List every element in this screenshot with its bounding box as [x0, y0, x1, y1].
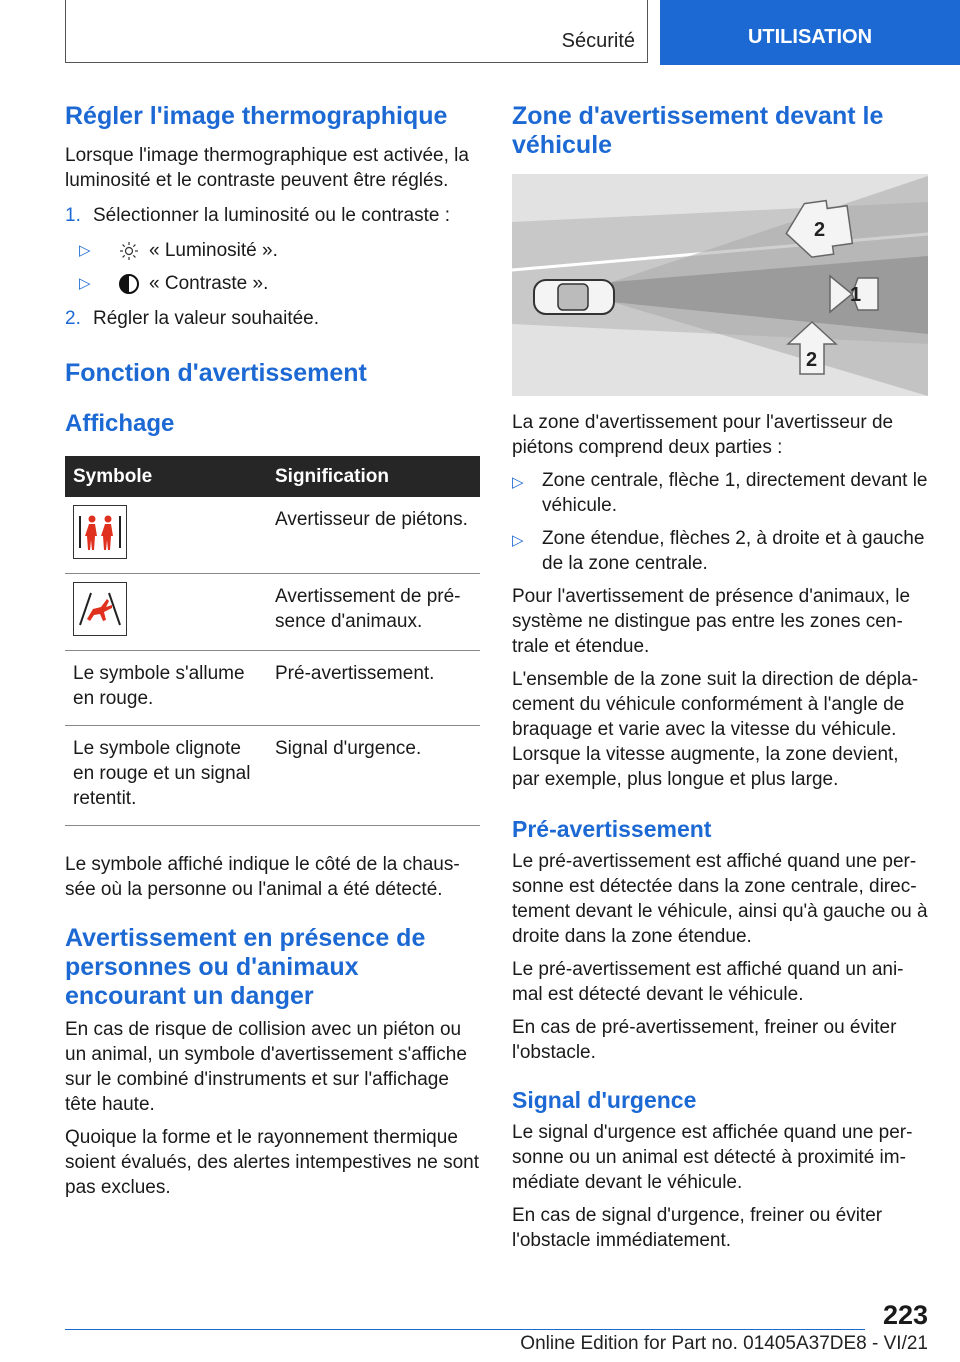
animal-warning-icon	[73, 582, 127, 636]
paragraph: Lorsque l'image thermographique est activée, la luminosité et le contraste peuvent être réglés.	[65, 145, 469, 191]
table-row	[65, 726, 480, 826]
table-row	[65, 574, 480, 651]
left-column	[65, 100, 480, 1208]
table-cell-meaning: Avertisseur de piétons.	[267, 497, 480, 574]
paragraph: En cas de risque de collision avec un piéton ou un animal, un symbole d'avertissement s'affiche sur le combiné d'instruments et sur l'affichage tête haute.	[65, 1019, 467, 1115]
table-cell-meaning: Pré-avertissement.	[267, 651, 480, 726]
diagram-label: 2	[814, 219, 826, 241]
brightness-icon	[115, 241, 143, 261]
paragraph: En cas de signal d'urgence, freiner ou éviter l'obstacle immédiatement.	[512, 1205, 883, 1251]
table-row	[65, 497, 480, 574]
heading-warning-zone: Zone d'avertissement devant le véhicule	[512, 102, 884, 159]
heading-thermal-image: Régler l'image thermographique	[65, 102, 448, 130]
table-cell-symbol: Le symbole s'allume en rouge.	[65, 651, 267, 726]
page-number: 223	[882, 1300, 928, 1330]
heading-display: Affichage	[65, 410, 175, 437]
header-frame	[65, 0, 648, 63]
sub-step-text: « Luminosité ».	[149, 240, 278, 261]
triangle-bullet-icon: ▷	[79, 275, 91, 292]
list-item-text: Zone étendue, flèches 2, à droite et à gauche de la zone centrale.	[542, 528, 925, 574]
step-text: Sélectionner la luminosité ou le contraste :	[93, 205, 450, 226]
diagram-label: 2	[806, 349, 818, 371]
heading-danger-warning: Avertissement en présence de personnes ou d'animaux encourant un danger	[65, 924, 426, 1010]
paragraph: La zone d'avertissement pour l'avertisseur de piétons comprend deux parties :	[512, 412, 894, 458]
sub-step-contrast	[79, 271, 480, 296]
footer-divider	[65, 1329, 865, 1330]
sub-step-text: « Contraste ».	[149, 273, 269, 294]
paragraph: En cas de pré-avertissement, freiner ou éviter l'obstacle.	[512, 1017, 897, 1063]
triangle-bullet-icon: ▷	[512, 474, 524, 491]
table-cell-symbol	[65, 497, 267, 574]
table-row	[65, 651, 480, 726]
car-icon	[534, 280, 614, 314]
step-text: Régler la valeur souhaitée.	[93, 308, 320, 329]
step-number: 1.	[65, 205, 81, 226]
table-cell-symbol	[65, 574, 267, 651]
header-chapter-tab: UTILISATION	[660, 0, 960, 65]
paragraph: Le symbole affiché indique le côté de la chaus- sée où la personne ou l'animal a été détecté.	[65, 854, 460, 900]
diagram-label: 1	[850, 284, 862, 306]
header-section-title: Sécurité	[561, 30, 635, 52]
table-header-meaning: Signification	[267, 456, 480, 497]
list-item	[512, 526, 928, 576]
warning-zone-diagram	[512, 174, 928, 396]
step-number: 2.	[65, 308, 81, 329]
footer-edition: Online Edition for Part no. 01405A37DE8 - VI/21	[520, 1333, 928, 1354]
table-cell-meaning: Signal d'urgence.	[267, 726, 480, 826]
paragraph: Le pré-avertissement est affiché quand un ani- mal est détecté devant le véhicule.	[512, 959, 904, 1005]
sub-step-brightness	[79, 238, 480, 263]
table-cell-symbol: Le symbole clignote en rouge et un signal retentit.	[65, 726, 267, 826]
table-cell-meaning: Avertissement de pré- sence d'animaux.	[267, 574, 480, 651]
table-header-symbol: Symbole	[65, 456, 267, 497]
contrast-icon	[115, 273, 143, 295]
list-item	[512, 468, 928, 518]
paragraph: Le pré-avertissement est affiché quand une per- sonne est détectée dans la zone centrale, direc- tement devant le véhicule, ainsi qu'à gauche ou à droite dans la zone étendue.	[512, 851, 928, 947]
list-item-text: Zone centrale, flèche 1, directement devant le véhicule.	[542, 470, 928, 516]
paragraph: Le signal d'urgence est affichée quand une per- sonne ou un animal est détecté à proximité im- médiate devant le véhicule.	[512, 1122, 913, 1193]
paragraph: L'ensemble de la zone suit la direction de dépla- cement du véhicule conformément à l'angle de braquage et varie avec la vitesse du véhicule. Lorsque la vitesse augmente, la zone devient, par exemple, plus longue et plus large.	[512, 669, 919, 790]
heading-warning-function: Fonction d'avertissement	[65, 359, 367, 387]
symbol-table	[65, 456, 480, 826]
step-2	[65, 306, 480, 331]
right-column	[512, 100, 928, 1261]
triangle-bullet-icon: ▷	[512, 532, 524, 549]
pedestrian-warning-icon	[73, 505, 127, 559]
heading-pre-warning: Pré-avertissement	[512, 816, 712, 842]
heading-emergency-signal: Signal d'urgence	[512, 1087, 697, 1113]
step-1	[65, 203, 480, 228]
paragraph: Pour l'avertissement de présence d'animaux, le système ne distingue pas entre les zones cen- trale et étendue.	[512, 586, 911, 657]
paragraph: Quoique la forme et le rayonnement thermique soient évalués, des alertes intempestives ne sont pas exclues.	[65, 1127, 480, 1198]
triangle-bullet-icon: ▷	[79, 242, 91, 259]
